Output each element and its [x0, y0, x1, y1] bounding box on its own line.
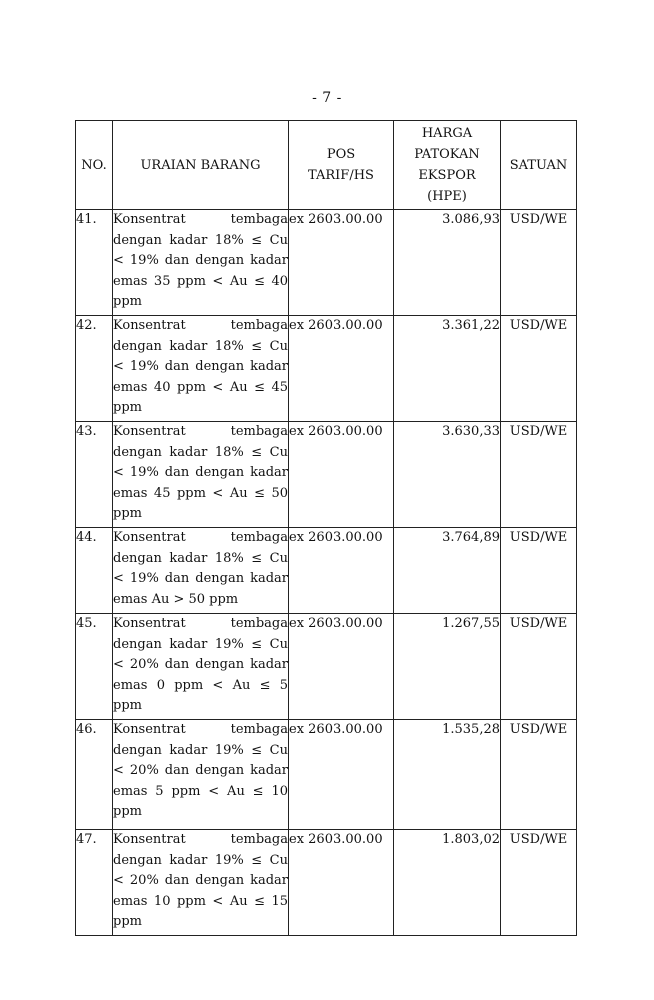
row-pos-tarif: ex 2603.00.00 [289, 316, 394, 422]
header-pos-line-2: TARIF/HS [308, 168, 374, 183]
row-unit: USD/WE [501, 316, 577, 422]
row-description: Konsentrat tembaga dengan kadar 19% ≤ Cu < 20% dan dengan kadar emas 10 ppm < Au ≤ 15 ppm [113, 830, 289, 936]
table-row [76, 720, 577, 830]
table-row [76, 614, 577, 720]
header-unit: SATUAN [501, 121, 577, 210]
row-number: 44. [76, 528, 113, 614]
row-price: 1.267,55 [394, 614, 501, 720]
row-number: 42. [76, 316, 113, 422]
header-hpe [394, 121, 501, 210]
row-unit: USD/WE [501, 422, 577, 528]
row-unit: USD/WE [501, 614, 577, 720]
row-price: 1.535,28 [394, 720, 501, 830]
row-price: 3.630,33 [394, 422, 501, 528]
row-number: 47. [76, 830, 113, 936]
row-description: Konsentrat tembaga dengan kadar 19% ≤ Cu < 20% dan dengan kadar emas 0 ppm < Au ≤ 5 ppm [113, 614, 289, 720]
row-pos-tarif: ex 2603.00.00 [289, 528, 394, 614]
header-pos-tarif [289, 121, 394, 210]
row-unit: USD/WE [501, 830, 577, 936]
row-unit: USD/WE [501, 720, 577, 830]
table-header-row [76, 121, 577, 210]
table-row [76, 210, 577, 316]
row-number: 41. [76, 210, 113, 316]
row-number: 43. [76, 422, 113, 528]
header-description: URAIAN BARANG [113, 121, 289, 210]
table-row [76, 316, 577, 422]
row-pos-tarif: ex 2603.00.00 [289, 614, 394, 720]
row-description: Konsentrat tembaga dengan kadar 19% ≤ Cu < 20% dan dengan kadar emas 5 ppm < Au ≤ 10 ppm [113, 720, 289, 830]
table-row [76, 528, 577, 614]
row-description: Konsentrat tembaga dengan kadar 18% ≤ Cu < 19% dan dengan kadar emas 45 ppm < Au ≤ 50 ppm [113, 422, 289, 528]
row-unit: USD/WE [501, 210, 577, 316]
header-hpe-line-1: HARGA [421, 126, 473, 141]
header-hpe-line-3: EKSPOR (HPE) [418, 168, 476, 204]
row-number: 46. [76, 720, 113, 830]
row-description: Konsentrat tembaga dengan kadar 18% ≤ Cu < 19% dan dengan kadar emas Au > 50 ppm [113, 528, 289, 614]
row-price: 1.803,02 [394, 830, 501, 936]
row-pos-tarif: ex 2603.00.00 [289, 720, 394, 830]
table-row [76, 830, 577, 936]
row-number: 45. [76, 614, 113, 720]
row-pos-tarif: ex 2603.00.00 [289, 210, 394, 316]
table-row [76, 422, 577, 528]
row-description: Konsentrat tembaga dengan kadar 18% ≤ Cu < 19% dan dengan kadar emas 40 ppm < Au ≤ 45 ppm [113, 316, 289, 422]
row-price: 3.764,89 [394, 528, 501, 614]
row-price: 3.086,93 [394, 210, 501, 316]
row-pos-tarif: ex 2603.00.00 [289, 830, 394, 936]
row-pos-tarif: ex 2603.00.00 [289, 422, 394, 528]
header-hpe-line-2: PATOKAN [414, 147, 480, 162]
hpe-table [75, 120, 577, 936]
header-no: NO. [76, 121, 113, 210]
row-unit: USD/WE [501, 528, 577, 614]
header-pos-line-1: POS [326, 147, 356, 162]
row-price: 3.361,22 [394, 316, 501, 422]
page-number: - 7 - [312, 90, 342, 106]
row-description: Konsentrat tembaga dengan kadar 18% ≤ Cu < 19% dan dengan kadar emas 35 ppm < Au ≤ 40 ppm [113, 210, 289, 316]
